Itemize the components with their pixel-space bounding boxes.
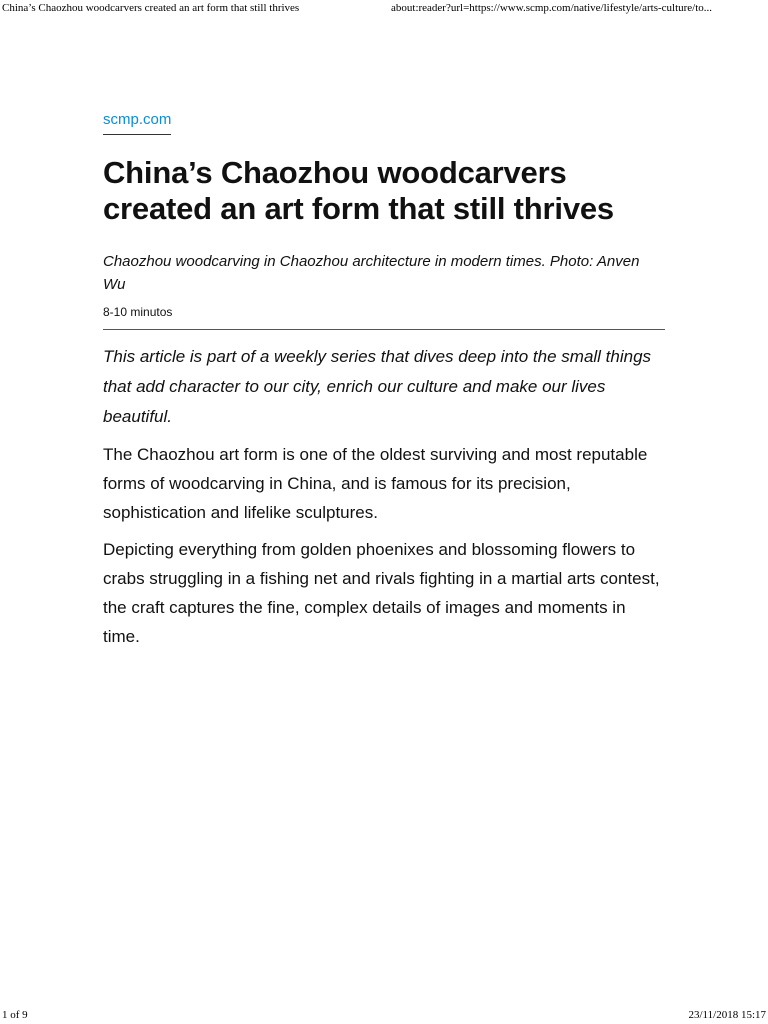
reading-time: 8-10 minutos — [103, 305, 173, 319]
photo-caption: Chaozhou woodcarving in Chaozhou architecture in modern times. Photo: Anven Wu — [103, 253, 640, 293]
source-link[interactable]: scmp.com — [103, 110, 171, 135]
page-count: 1 of 9 — [2, 1009, 28, 1021]
body-paragraph: Depicting everything from golden phoenixes and blossoming flowers to crabs struggling in a fishing net and rivals fighting in a martial arts contest, the craft captures the fine, complex details of images and moments in time. — [103, 540, 660, 646]
article-title: China’s Chaozhou woodcarvers created an art form that still thrives — [103, 155, 614, 226]
print-header-title: China’s Chaozhou woodcarvers created an art form that still thrives — [2, 2, 300, 14]
body-paragraph: The Chaozhou art form is one of the oldest surviving and most reputable forms of woodcarving in China, and is famous for its precision, sophistication and lifelike sculptures. — [103, 445, 648, 522]
print-footer — [0, 1008, 768, 1024]
intro-paragraph: This article is part of a weekly series that dives deep into the small things that add character to our city, enrich our culture and make our lives beautiful. — [103, 347, 652, 426]
print-header — [0, 0, 768, 20]
print-header-url: about:reader?url=https://www.scmp.com/native/lifestyle/arts-culture/to... — [391, 2, 713, 14]
print-datetime: 23/11/2018 15:17 — [688, 1009, 766, 1021]
header-divider — [103, 329, 665, 330]
reader-article — [103, 110, 665, 651]
